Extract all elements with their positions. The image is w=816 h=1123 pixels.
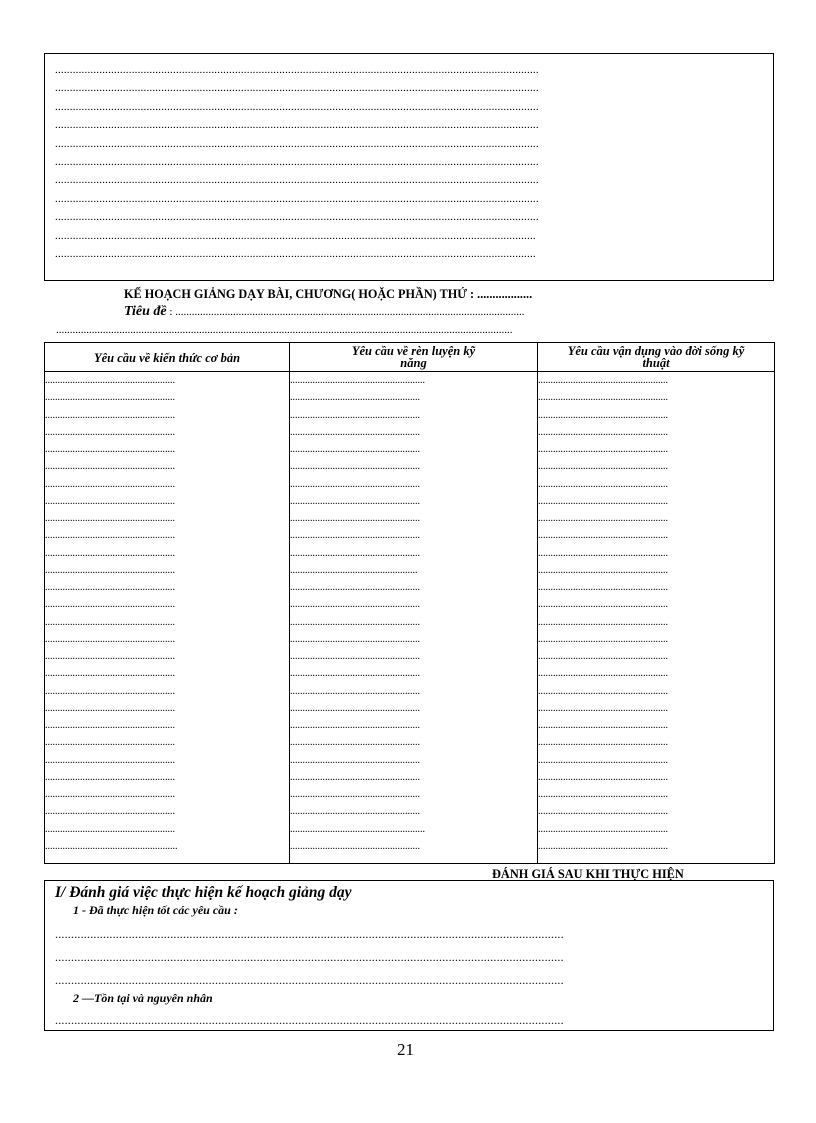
skills-dotted-line: ...................................................... [290,823,425,835]
evaluation-item-2: 2 —Tồn tại và nguyên nhân [73,991,213,1005]
evaluation-banner: ĐÁNH GIÁ SAU KHI THỰC HIỆN [492,866,684,881]
application-dotted-line: .................................................... [538,409,668,421]
knowledge-dotted-line: .................................................... [45,633,175,645]
knowledge-dotted-line: .................................................... [45,426,175,438]
application-dotted-line: .................................................... [538,392,668,404]
knowledge-dotted-line: .................................................... [45,668,175,680]
knowledge-dotted-line: .................................................... [45,599,175,611]
evaluation-item-1-dotted-line: ............................................................................................................................................................... [55,973,564,987]
knowledge-dotted-line: ..................................................... [45,840,178,852]
plan-title-dots: : ............................................................................................................................... [166,306,525,318]
application-dotted-line: .................................................... [538,547,668,559]
knowledge-dotted-line: .................................................... [45,754,175,766]
evaluation-item-1-dotted-line: ............................................................................................................................................................... [55,950,564,964]
notes-dotted-lines [55,61,763,263]
skills-dotted-line: .................................................... [290,616,420,628]
notes-dotted-line: .................................................................................................................................................................... [55,100,539,113]
skills-dotted-line: .................................................... [290,478,420,490]
notes-dotted-line: .................................................................................................................................................................... [55,192,539,205]
knowledge-dotted-line: .................................................... [45,375,175,386]
requirements-table [44,342,775,864]
knowledge-dotted-line: .................................................... [45,513,175,524]
application-dotted-line: .................................................... [538,564,668,576]
application-dotted-line: .................................................... [538,737,668,749]
skills-dotted-line: .................................................... [290,789,420,800]
knowledge-dotted-line: .................................................... [45,444,175,455]
skills-dotted-line: .................................................... [290,599,420,611]
notes-dotted-line: .................................................................................................................................................................... [55,137,539,150]
evaluation-section-title: I/ Đánh giá việc thực hiện kế hoạch giảng dạy [55,884,352,901]
notes-dotted-line: .................................................................................................................................................................... [55,174,539,187]
knowledge-dotted-line: .................................................... [45,582,175,593]
evaluation-item-2-lines [55,1011,763,1029]
knowledge-column [45,372,290,864]
table-header-row [45,343,775,372]
skills-dotted-line: .................................................... [290,702,420,714]
knowledge-dotted-line: .................................................... [45,392,175,404]
page-number: 21 [397,1040,414,1059]
evaluation-item-1-lines [55,923,763,992]
skills-dotted-line: .................................................... [290,582,420,593]
plan-underline-dots: ...................................................................................................................................................................... [56,324,513,336]
application-column [538,372,775,864]
skills-column [290,372,538,864]
skills-dotted-line: .................................................... [290,633,420,645]
knowledge-dotted-line: .................................................... [45,702,175,714]
skills-dotted-line: .................................................... [290,806,420,818]
skills-dotted-line: ................................................... [290,564,418,576]
skills-dotted-line: .................................................... [290,771,420,783]
notes-dotted-line: ................................................................................................................................................................... [55,229,536,242]
knowledge-dotted-line: .................................................... [45,530,175,542]
knowledge-dotted-line: .................................................... [45,789,175,800]
application-dotted-line: .................................................... [538,426,668,438]
application-dotted-line: .................................................... [538,685,668,697]
skills-dotted-line: .................................................... [290,668,420,680]
skills-dotted-line: .................................................... [290,737,420,749]
application-dotted-line: .................................................... [538,530,668,542]
application-dotted-line: .................................................... [538,840,668,852]
application-dotted-line: .................................................... [538,651,668,662]
plan-title-label: Tiêu đề [124,304,167,319]
skills-dotted-line: .................................................... [290,547,420,559]
skills-dotted-line: .................................................... [290,754,420,766]
skills-dotted-line: .................................................... [290,444,420,455]
application-dotted-line: .................................................... [538,668,668,680]
knowledge-dotted-line: .................................................... [45,823,175,835]
table-body-row [45,372,775,864]
evaluation-item-1-dotted-line: ............................................................................................................................................................... [55,927,564,941]
application-dotted-line: .................................................... [538,375,668,386]
knowledge-dotted-line: .................................................... [45,685,175,697]
knowledge-dotted-line: .................................................... [45,737,175,749]
knowledge-dotted-line: .................................................... [45,806,175,818]
application-dotted-line: .................................................... [538,616,668,628]
knowledge-dotted-line: .................................................... [45,564,175,576]
application-dotted-line: .................................................... [538,823,668,835]
knowledge-dotted-line: .................................................... [45,461,175,473]
skills-dotted-line: .................................................... [290,513,420,524]
knowledge-dotted-line: .................................................... [45,478,175,490]
plan-title-line [124,303,524,320]
knowledge-dotted-line: .................................................... [45,547,175,559]
application-dotted-line: .................................................... [538,754,668,766]
knowledge-dotted-line: .................................................... [45,616,175,628]
application-dotted-line: .................................................... [538,582,668,593]
application-dotted-line: .................................................... [538,478,668,490]
skills-dotted-line: .................................................... [290,651,420,662]
application-dotted-line: .................................................... [538,806,668,818]
knowledge-dotted-line: .................................................... [45,771,175,783]
application-dotted-line: .................................................... [538,789,668,800]
application-dotted-line: .................................................... [538,599,668,611]
skills-dotted-line: .................................................... [290,392,420,404]
notes-dotted-line: .................................................................................................................................................................... [55,119,539,132]
knowledge-dotted-line: .................................................... [45,720,175,731]
application-dotted-line: .................................................... [538,461,668,473]
notes-box [44,53,774,281]
skills-dotted-line: .................................................... [290,461,420,473]
application-dotted-line: .................................................... [538,633,668,645]
notes-dotted-line: .................................................................................................................................................................... [55,155,539,168]
plan-heading: KẾ HOẠCH GIẢNG DẠY BÀI, CHƯƠNG( HOẶC PHẦN) THỨ : .................. [124,286,533,301]
evaluation-item-1: 1 - Đã thực hiện tốt các yêu cầu : [73,903,238,917]
notes-dotted-line: .................................................................................................................................................................... [55,211,539,224]
notes-dotted-line: ................................................................................................................................................................... [55,247,536,260]
application-dotted-line: .................................................... [538,513,668,524]
skills-dotted-line: .................................................... [290,495,420,507]
skills-dotted-line: .................................................... [290,409,420,421]
knowledge-dotted-line: .................................................... [45,409,175,421]
evaluation-box [44,880,774,1031]
application-dotted-line: .................................................... [538,444,668,455]
skills-dotted-line: .................................................... [290,685,420,697]
skills-dotted-line: .................................................... [290,720,420,731]
header-application: Yêu cầu vận dụng vào đời sống kỹ thuật [538,343,775,372]
knowledge-dotted-line: .................................................... [45,495,175,507]
application-dotted-line: .................................................... [538,720,668,731]
header-skills: Yêu cầu về rèn luyện kỹ năng [290,343,538,372]
header-knowledge: Yêu cầu về kiến thức cơ bản [45,343,290,372]
skills-dotted-line: .................................................... [290,530,420,542]
application-dotted-line: .................................................... [538,495,668,507]
notes-dotted-line: .................................................................................................................................................................... [55,82,539,95]
application-dotted-line: .................................................... [538,702,668,714]
skills-dotted-line: ...................................................... [290,375,425,386]
knowledge-dotted-line: .................................................... [45,651,175,662]
notes-dotted-line: .................................................................................................................................................................... [55,64,539,76]
skills-dotted-line: .................................................... [290,840,420,852]
evaluation-item-2-dotted-line: ............................................................................................................................................................... [55,1013,564,1027]
skills-dotted-line: .................................................... [290,426,420,438]
application-dotted-line: .................................................... [538,771,668,783]
